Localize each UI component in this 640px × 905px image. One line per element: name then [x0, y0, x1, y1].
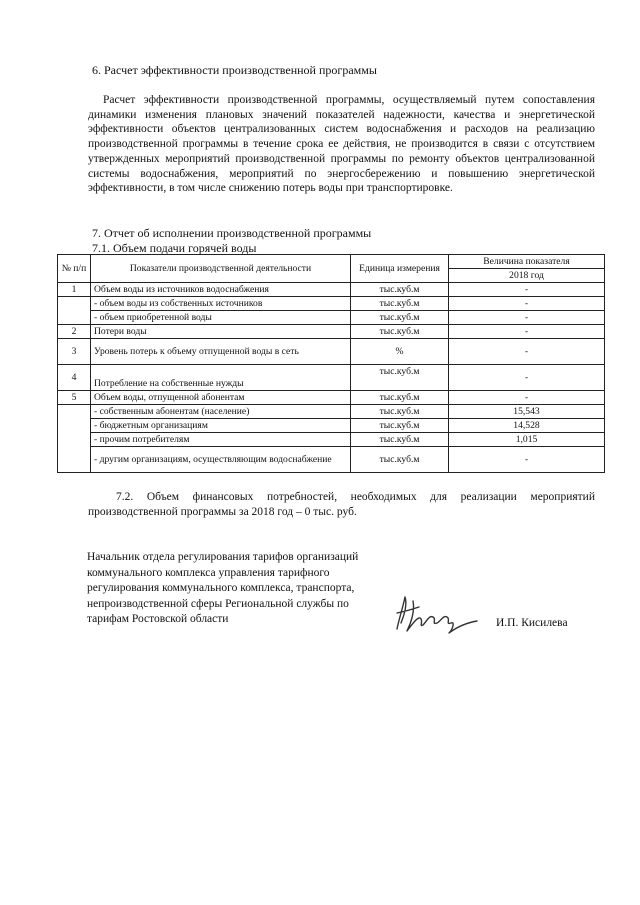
- table-row: [58, 419, 605, 433]
- signer-position: Начальник отдела регулирования тарифов организаций коммунального комплекса управления тарифного регулирования коммунального комплекса, транспорта, непроизводственной сферы Региональной службы по тарифам Ростовской области: [87, 551, 359, 626]
- row-name: - бюджетным организациям: [91, 419, 351, 433]
- row-unit: тыс.куб.м: [351, 311, 449, 325]
- header-unit: Единица измерения: [351, 255, 449, 283]
- header-num: № п/п: [58, 255, 91, 283]
- row-value: -: [449, 447, 605, 473]
- signer-name: И.П. Кисилева: [496, 617, 568, 629]
- row-num: 1: [58, 283, 91, 297]
- row-name: Уровень потерь к объему отпущенной воды в сеть: [91, 339, 351, 365]
- row-num: 4: [58, 365, 91, 391]
- row-unit: тыс.куб.м: [351, 405, 449, 419]
- section-7-2-text: 7.2. Объем финансовых потребностей, необходимых для реализации мероприятий производственной программы за 2018 год – 0 тыс. руб.: [88, 491, 595, 518]
- handwritten-signature: [393, 593, 483, 642]
- table-row: [58, 391, 605, 405]
- row-unit: тыс.куб.м: [351, 419, 449, 433]
- row-unit: тыс.куб.м: [351, 325, 449, 339]
- table-row: [58, 405, 605, 419]
- header-value-group: Величина показателя: [449, 255, 605, 269]
- row-name: Потребление на собственные нужды: [91, 365, 351, 391]
- row-unit: тыс.куб.м: [351, 283, 449, 297]
- row-name: Потери воды: [91, 325, 351, 339]
- row-name: - объем воды из собственных источников: [91, 297, 351, 311]
- row-num: [58, 405, 91, 473]
- section-7-1-subtitle: 7.1. Объем подачи горячей воды: [92, 241, 257, 255]
- section-6-text: Расчет эффективности производственной программы, осуществляемый путем сопоставления динамики изменения плановых значений показателей надежности, качества и энергетической эффективности объектов централизованных систем водоснабжения и расходов на реализацию производственной программы в течение срока ее действия, не производится в связи с отсутствием утвержденных мероприятий производственной программы по ремонту объектов централизованной системы водоснабжения, мероприятий по энергосбережению и повышению энергетической эффективности, в том числе снижению потерь воды при транспортировке.: [88, 94, 595, 195]
- row-name: Объем воды из источников водоснабжения: [91, 283, 351, 297]
- row-num: 5: [58, 391, 91, 405]
- row-name: - прочим потребителям: [91, 433, 351, 447]
- row-value: -: [449, 365, 605, 391]
- row-value: -: [449, 391, 605, 405]
- header-year: 2018 год: [449, 269, 605, 283]
- row-value: -: [449, 297, 605, 311]
- row-value: -: [449, 339, 605, 365]
- table-row: [58, 433, 605, 447]
- row-num: 3: [58, 339, 91, 365]
- row-name: - объем приобретенной воды: [91, 311, 351, 325]
- row-value: 15,543: [449, 405, 605, 419]
- row-name: Объем воды, отпущенной абонентам: [91, 391, 351, 405]
- table-row: [58, 447, 605, 473]
- table-row: [58, 365, 605, 391]
- row-value: -: [449, 325, 605, 339]
- table-row: [58, 297, 605, 311]
- row-unit: тыс.куб.м: [351, 297, 449, 311]
- table-row: [58, 311, 605, 325]
- row-value: -: [449, 311, 605, 325]
- row-value: -: [449, 283, 605, 297]
- table-row: [58, 283, 605, 297]
- section-7-title: 7. Отчет об исполнении производственной программы: [92, 226, 372, 240]
- table-row: [58, 339, 605, 365]
- row-unit: тыс.куб.м: [351, 365, 449, 391]
- row-unit: тыс.куб.м: [351, 391, 449, 405]
- row-num: [58, 297, 91, 325]
- section-6-title: 6. Расчет эффективности производственной программы: [92, 63, 377, 77]
- row-value: 1,015: [449, 433, 605, 447]
- row-name: - другим организациям, осуществляющим водоснабжение: [91, 447, 351, 473]
- row-name: - собственным абонентам (население): [91, 405, 351, 419]
- table-row: [58, 325, 605, 339]
- row-unit: %: [351, 339, 449, 365]
- header-indicator: Показатели производственной деятельности: [91, 255, 351, 283]
- row-unit: тыс.куб.м: [351, 433, 449, 447]
- row-num: 2: [58, 325, 91, 339]
- row-value: 14,528: [449, 419, 605, 433]
- hot-water-supply-table: [57, 254, 605, 473]
- row-unit: тыс.куб.м: [351, 447, 449, 473]
